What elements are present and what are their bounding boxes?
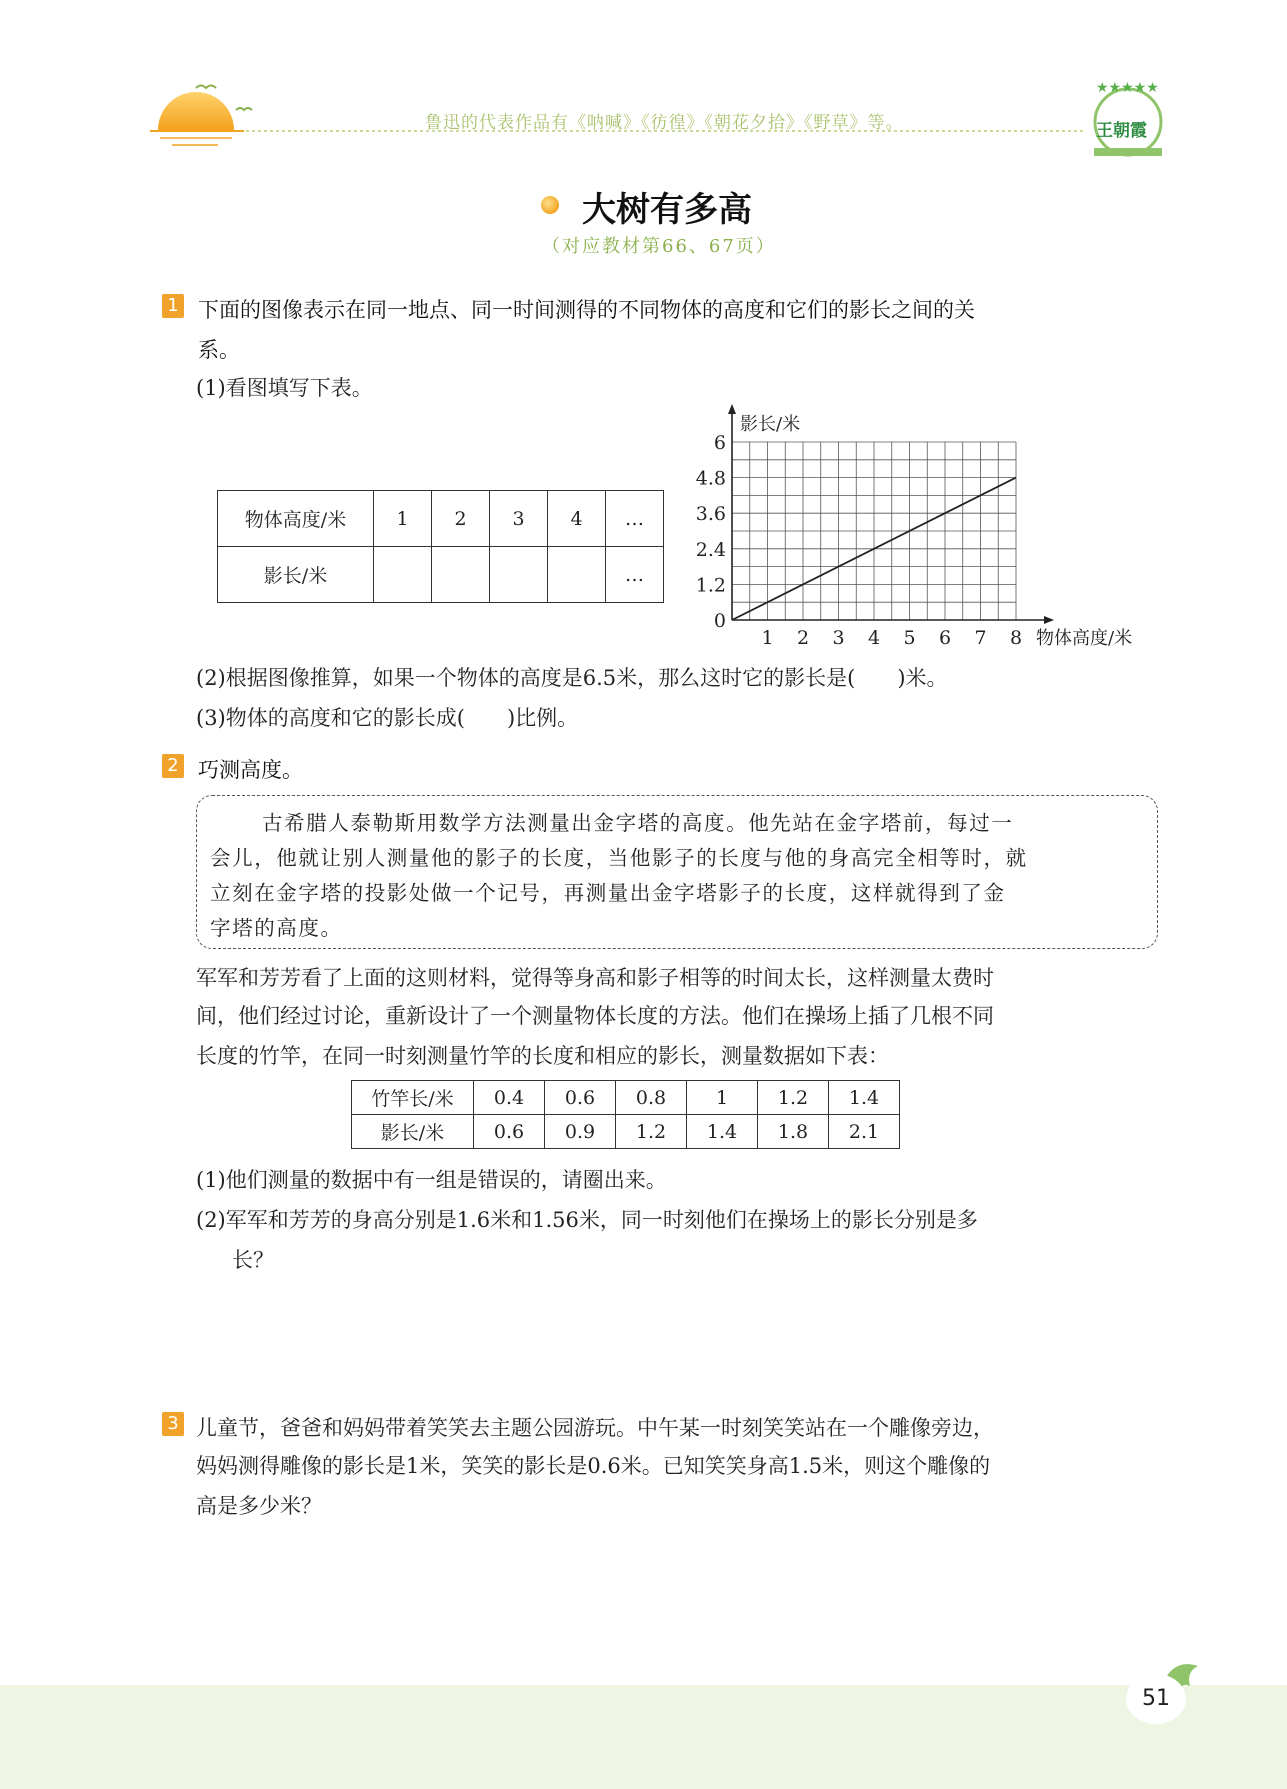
x-tick-label: 2 (796, 627, 810, 649)
table-row (352, 1081, 900, 1115)
table-header-cell: 物体高度/米 (218, 491, 374, 547)
table-row (352, 1115, 900, 1149)
answer-blank-cell[interactable] (548, 547, 606, 603)
q1-text-line2: 系。 (198, 338, 240, 362)
question-3-badge: 3 (162, 1412, 184, 1436)
svg-text:★★★★★: ★★★★★ (1096, 80, 1159, 96)
q2-paragraph-line: 长度的竹竿，在同一时刻测量竹竿的长度和相应的影长，测量数据如下表： (196, 1044, 889, 1068)
question-1-badge: 1 (162, 294, 184, 318)
table-header-cell: 影长/米 (218, 547, 374, 603)
y-tick-label: 2.4 (695, 538, 726, 561)
x-axis-label: 物体高度/米 (1036, 628, 1133, 649)
x-tick-label: 4 (867, 627, 881, 649)
header-quote: 鲁迅的代表作品有《呐喊》《彷徨》《朝花夕拾》《野草》等。 (425, 113, 904, 133)
table-cell: 4 (548, 491, 606, 547)
q2-paragraph-line: 军军和芳芳看了上面的这则材料，觉得等身高和影子相等的时间太长，这样测量太费时 (196, 966, 994, 990)
story-line: 古希腊人泰勒斯用数学方法测量出金字塔的高度。他先站在金字塔前，每过一 (262, 811, 1014, 835)
y-tick-label: 0 (713, 610, 726, 632)
table-cell: … (606, 547, 664, 603)
table-cell[interactable]: 1.4 (829, 1081, 900, 1115)
x-tick-label: 7 (974, 627, 987, 649)
x-tick-label: 5 (903, 627, 916, 649)
table-cell[interactable]: 0.6 (545, 1081, 616, 1115)
title-bullet-icon (541, 196, 559, 214)
table-cell[interactable]: 1.4 (687, 1115, 758, 1149)
x-tick-label: 1 (761, 627, 774, 649)
table-cell[interactable]: 0.4 (474, 1081, 545, 1115)
answer-blank-cell[interactable] (432, 547, 490, 603)
logo-text: 王朝霞 (1096, 121, 1147, 141)
table-cell[interactable]: 2.1 (829, 1115, 900, 1149)
q2-table (351, 1080, 900, 1149)
table-cell[interactable]: 1.2 (758, 1081, 829, 1115)
q2-part1: (1)他们测量的数据中有一组是错误的，请圈出来。 (196, 1168, 667, 1192)
sunset-icon (158, 92, 234, 130)
footer-band (0, 1685, 1287, 1789)
q2-title: 巧测高度。 (198, 758, 303, 782)
table-header-cell: 竹竿长/米 (352, 1081, 474, 1115)
shadow-height-chart (680, 400, 1160, 660)
bird-icon (196, 86, 216, 89)
chart-grid (732, 442, 1016, 620)
q1-part3: (3)物体的高度和它的影长成( )比例。 (196, 706, 579, 730)
table-header-cell: 影长/米 (352, 1115, 474, 1149)
y-axis-label: 影长/米 (740, 414, 801, 435)
table-cell[interactable]: 1.2 (616, 1115, 687, 1149)
page-subtitle: （对应教材第66、67页） (542, 236, 776, 257)
y-tick-label: 3.6 (695, 503, 726, 526)
x-axis-arrow-icon (1044, 616, 1054, 624)
q2-part2-line2: 长？ (232, 1248, 274, 1272)
table-row (218, 491, 664, 547)
x-tick-label: 3 (832, 627, 845, 649)
q1-part2: (2)根据图像推算，如果一个物体的高度是6.5米，那么这时它的影长是( )米。 (196, 666, 948, 690)
q3-line: 儿童节，爸爸和妈妈带着笑笑去主题公园游玩。中午某一时刻笑笑站在一个雕像旁边， (196, 1416, 994, 1440)
x-tick-label: 8 (1009, 627, 1023, 649)
table-cell[interactable]: 1 (687, 1081, 758, 1115)
table-cell[interactable]: 0.8 (616, 1081, 687, 1115)
table-cell[interactable]: 0.6 (474, 1115, 545, 1149)
y-tick-label: 4.8 (695, 467, 726, 490)
table-row (218, 547, 664, 603)
story-line: 立刻在金字塔的投影处做一个记号，再测量出金字塔影子的长度，这样就得到了金 (210, 881, 1006, 905)
y-tick-label: 6 (713, 432, 726, 454)
page-title: 大树有多高 (582, 190, 752, 230)
story-line: 字塔的高度。 (210, 916, 343, 940)
q3-line: 妈妈测得雕像的影长是1米，笑笑的影长是0.6米。已知笑笑身高1.5米，则这个雕像的 (196, 1454, 991, 1478)
answer-blank-cell[interactable] (490, 547, 548, 603)
page-number: 51 (1126, 1674, 1186, 1724)
q2-paragraph-line: 间，他们经过讨论，重新设计了一个测量物体长度的方法。他们在操场上插了几根不同 (196, 1004, 994, 1028)
table-cell: 1 (374, 491, 432, 547)
story-line: 会儿，他就让别人测量他的影子的长度，当他影子的长度与他的身高完全相等时，就 (210, 846, 1028, 870)
q1-table (217, 490, 664, 603)
table-cell[interactable]: 1.8 (758, 1115, 829, 1149)
answer-blank-cell[interactable] (374, 547, 432, 603)
question-2-badge: 2 (162, 754, 184, 778)
q3-line: 高是多少米？ (196, 1494, 322, 1518)
table-cell: … (606, 491, 664, 547)
q2-part2-line1: (2)军军和芳芳的身高分别是1.6米和1.56米，同一时刻他们在操场上的影长分别是多 (196, 1208, 978, 1232)
table-cell[interactable]: 0.9 (545, 1115, 616, 1149)
table-cell: 2 (432, 491, 490, 547)
table-cell: 3 (490, 491, 548, 547)
q1-part1: (1)看图填写下表。 (196, 376, 373, 400)
x-tick-label: 6 (938, 627, 952, 649)
y-axis-arrow-icon (728, 404, 736, 414)
q1-text-line1: 下面的图像表示在同一地点、同一时间测得的不同物体的高度和它们的影长之间的关 (198, 298, 975, 322)
y-tick-label: 1.2 (695, 574, 726, 597)
header-decoration (0, 0, 1287, 170)
